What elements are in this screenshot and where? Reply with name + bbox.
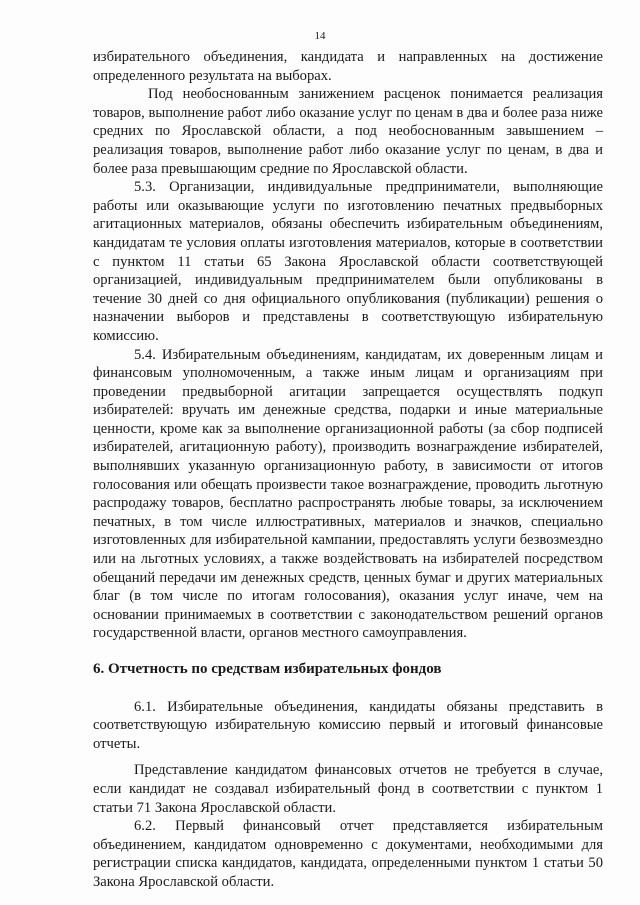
paragraph-5-4: 5.4. Избирательным объединениям, кандидатам, их доверенным лицам и финансовым уполномоченным, а также иным лицам и организациям при проведении предвыборной агитации запрещается осуществлять подкуп избирателей: вручать им денежные средства, подарки и иные материальные ценности, кроме как за выполнение организационной работы (за сбор подписей избирателей, агитационную работу), производить вознаграждение избирателей, выполнявших указанную организационную работу, в зависимости от итогов голосования или обещать произвести такое вознаграждение, проводить льготную распродажу товаров, бесплатно распространять любые товары, за исключением печатных, в том числе иллюстративных, материалов и значков, специально изготовленных для избирательной кампании, предоставлять услуги безвозмездно или на льготных условиях, а также воздействовать на избирателей посредством обещаний передачи им денежных средств, ценных бумаг и других материальных благ (в том числе по итогам голосования), оказания услуг иначе, чем на основании принимаемых в соответствии с законодательством решений органов государственной власти, органов местного самоуправления. (93, 346, 603, 642)
paragraph-6-2: 6.2. Первый финансовый отчет представляется избирательным объединением, кандидатом одновременно с документами, необходимыми для регистрации списка кандидатов, кандидата, определенными пунктом 1 статьи 50 Закона Ярославской области. (93, 818, 603, 890)
paragraph-pricing-definition: Под необоснованным занижением расценок понимается реализация товаров, выполнение работ либо оказание услуг по ценам в два и более раза ниже средних по Ярославской области, а под необоснованным завышением – реализация товаров, выполнение работ либо оказание услуг по ценам, в два и более раза превышающим средние по Ярославской области. (93, 86, 603, 177)
document-body (93, 48, 603, 892)
paragraph-5-3: 5.3. Организации, индивидуальные предприниматели, выполняющие работы или оказывающие услуги по изготовлению печатных предвыборных агитационных материалов, обязаны обеспечить избирательным объединениям, кандидатам те условия оплаты изготовления материалов, которые в соответствии с пунктом 11 статьи 65 Закона Ярославской области соответствующей организацией, индивидуальным предпринимателем были опубликованы в течение 30 дней со дня официального опубликования (публикации) решения о назначении выборов и представлены в соответствующую избирательную комиссию. (93, 179, 603, 344)
paragraph-continuation: избирательного объединения, кандидата и направленных на достижение определенного результата на выборах. (93, 49, 603, 84)
page-number: 14 (314, 30, 326, 42)
paragraph-6-1: 6.1. Избирательные объединения, кандидаты обязаны представить в соответствующую избирательную комиссию первый и итоговый финансовые отчеты. (93, 698, 603, 752)
section-title: 6. Отчетность по средствам избирательных фондов (93, 661, 442, 677)
paragraph-6-1-note: Представление кандидатом финансовых отчетов не требуется в случае, если кандидат не создавал избирательный фонд в соответствии с пунктом 1 статьи 71 Закона Ярославской области. (93, 762, 603, 816)
